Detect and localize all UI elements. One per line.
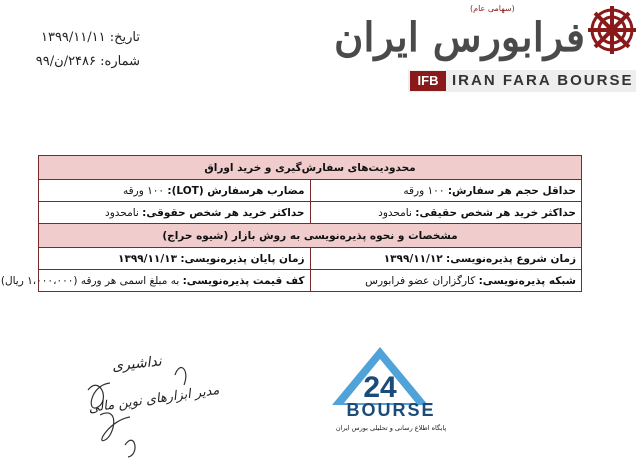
signer-name: نداشیری	[111, 353, 163, 375]
price-label: کف قیمت پذیره‌نویسی:	[182, 274, 305, 287]
max-legal-label: حداکثر خرید هر شخص حقوقی:	[142, 206, 305, 219]
max-legal-cell	[39, 202, 311, 224]
end-value: ۱۳۹۹/۱۱/۱۳	[118, 252, 177, 265]
lot-cell	[39, 180, 311, 202]
network-label: شبکه پذیره‌نویسی:	[478, 274, 576, 287]
network-cell	[310, 270, 582, 292]
price-cell	[0, 270, 311, 292]
brand-name-fa: فرابورس ایران	[334, 14, 585, 61]
end-label: زمان پایان پذیره‌نویسی:	[180, 252, 305, 265]
max-legal-value: نامحدود	[105, 206, 139, 219]
min-order-cell	[310, 180, 582, 202]
end-cell	[39, 248, 311, 270]
ifb-emblem-icon	[588, 4, 636, 66]
start-cell	[310, 248, 582, 270]
letter-date	[20, 26, 140, 50]
bourse24-logo-icon	[330, 345, 430, 407]
min-order-value: ۱۰۰ ورقه	[403, 184, 445, 197]
min-order-label: حداقل حجم هر سفارش:	[447, 184, 576, 197]
start-value: ۱۳۹۹/۱۱/۱۲	[383, 252, 443, 265]
offering-table	[0, 155, 582, 292]
section1-title: محدودیت‌های سفارش‌گیری و خرید اوراق	[39, 156, 582, 180]
letter-number	[20, 50, 140, 74]
price-value: به مبلغ اسمی هر ورقه (۱،۰۰۰،۰۰۰ ریال)	[0, 274, 180, 287]
max-natural-value: نامحدود	[378, 206, 412, 219]
date-value: ۱۳۹۹/۱۱/۱۱	[40, 30, 106, 45]
date-label: تاریخ:	[109, 30, 140, 45]
bourse24-subtitle: پایگاه اطلاع رسانی و تحلیلی بورس ایران	[335, 424, 447, 432]
letter-meta	[20, 26, 140, 74]
network-value: کارگزاران عضو فرابورس	[365, 274, 476, 287]
brand-name-en: IRAN FARA BOURSE	[452, 72, 634, 89]
table-row	[39, 180, 582, 202]
number-label: شماره:	[100, 54, 140, 69]
table-row	[39, 202, 582, 224]
brand-ifb-badge: IFB	[410, 71, 446, 91]
section2-title: مشخصات و نحوه پذیره‌نویسی به روش بازار (شیوه حراج)	[39, 224, 582, 248]
bourse24-wordmark: BOURSE	[346, 400, 436, 420]
number-value: ۲۴۸۶/ن/۹۹	[35, 54, 97, 69]
table-row	[39, 270, 582, 292]
max-natural-cell	[310, 202, 582, 224]
svg-text:24: 24	[363, 371, 397, 404]
max-natural-label: حداکثر خرید هر شخص حقیقی:	[415, 206, 576, 219]
start-label: زمان شروع پذیره‌نویسی:	[446, 252, 576, 265]
table-row	[39, 248, 582, 270]
lot-value: ۱۰۰ ورقه	[123, 184, 165, 197]
lot-label: مضارب هرسفارش (LOT):	[167, 184, 305, 197]
signer-title: مدیر ابزارهای نوین مالی	[87, 382, 221, 417]
brand-tag: (سهامی عام)	[470, 4, 515, 13]
